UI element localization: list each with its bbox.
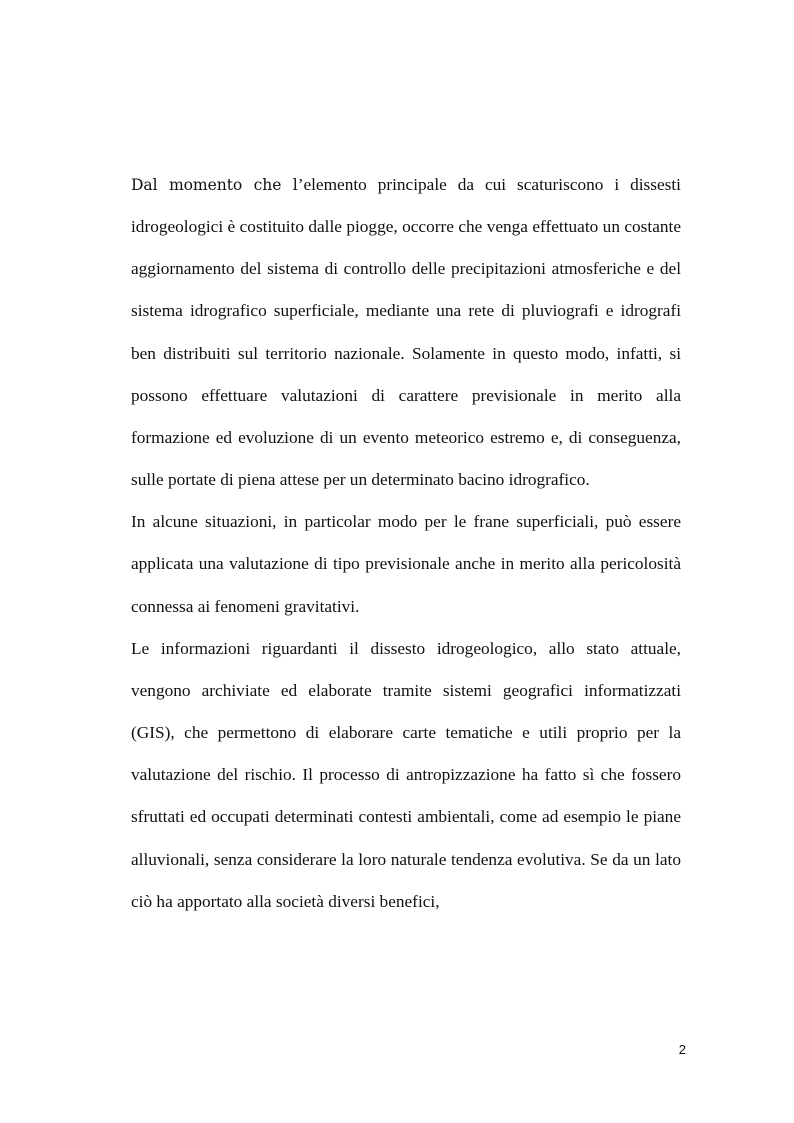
- paragraph-1-lead: Dal momento che l: [131, 176, 298, 194]
- paragraph-2: In alcune situazioni, in particolar modo per le frane superficiali, può essere applicata una valutazione di tipo previsionale anche in merito alla pericolosità connessa ai fenomeni gravitativi.: [131, 512, 681, 616]
- paragraph-3: Le informazioni riguardanti il dissesto idrogeologico, allo stato attuale, vengono archiviate ed elaborate tramite sistemi geografici informatizzati (GIS), che permettono di elaborare carte tematiche e utili proprio per la valutazione del rischio. Il processo di antropizzazione ha fatto sì che fossero sfruttati ed occupati determinati contesti ambientali, come ad esempio le piane alluvionali, senza considerare la loro naturale tendenza evolutiva. Se da un lato ciò ha apportato alla società diversi benefici,: [131, 638, 681, 911]
- paragraph-1-text: ’elemento principale da cui scaturiscono i dissesti idrogeologici è costituito dalle piogge, occorre che venga effettuato un costante aggiornamento del sistema di controllo delle precipitazioni atmosferiche e del sistema idrografico superficiale, mediante una rete di pluviografi e idrografi ben distribuiti sul territorio nazionale. Solamente in questo modo, infatti, si possono effettuare valutazioni di carattere previsionale in merito alla formazione ed evoluzione di un evento meteorico estremo e, di conseguenza, sulle portate di piena attese per un determinato bacino idrografico.: [131, 175, 681, 490]
- body-text: [131, 164, 681, 923]
- paragraph-1: [131, 164, 681, 501]
- page-number: 2: [678, 1042, 686, 1057]
